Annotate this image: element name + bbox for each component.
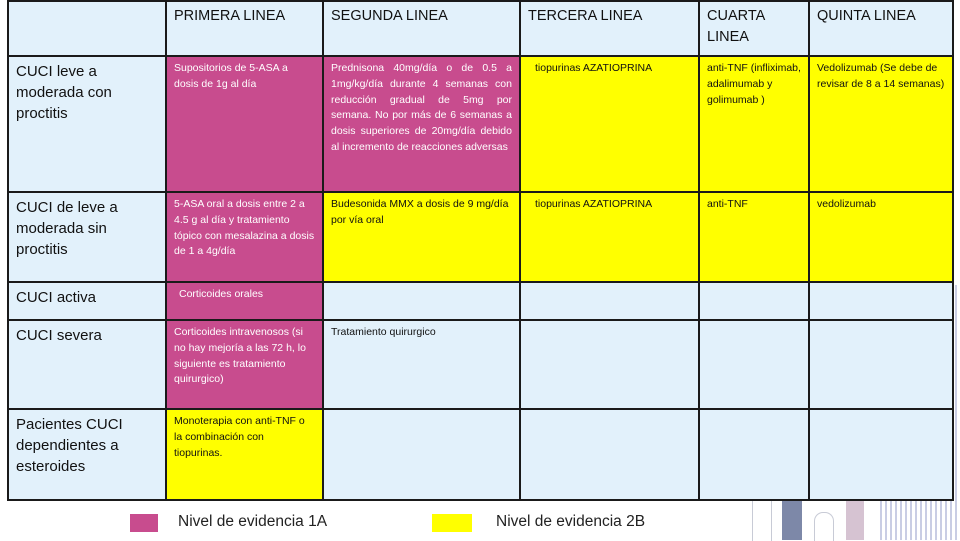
table-row (8, 409, 953, 500)
table-cell (323, 282, 520, 320)
legend-swatch-2b (432, 514, 472, 532)
table-cell: 5-ASA oral a dosis entre 2 a 4.5 g al día y tratamiento tópico con mesalazina a dosis de 1 a 4g/día (166, 192, 323, 282)
table-cell (809, 409, 953, 500)
table-cell: Budesonida MMX a dosis de 9 mg/día por vía oral (323, 192, 520, 282)
decorative-bar-outline (814, 512, 834, 541)
table-row (8, 320, 953, 409)
table-cell: anti-TNF (infliximab, adalimumab y golimumab ) (699, 56, 809, 192)
row-header: CUCI activa (8, 282, 166, 320)
table-row (8, 192, 953, 282)
header-cell-primera: PRIMERA LINEA (166, 1, 323, 56)
legend-label-1a: Nivel de evidencia 1A (178, 513, 328, 530)
header-cell-tercera: TERCERA LINEA (520, 1, 699, 56)
row-header: CUCI leve a moderada con proctitis (8, 56, 166, 192)
table-cell (699, 320, 809, 409)
table-cell (809, 320, 953, 409)
table-cell: Monoterapia con anti-TNF o la combinación con tiopurinas. (166, 409, 323, 500)
table-cell (323, 409, 520, 500)
table-row (8, 282, 953, 320)
table-cell: Tratamiento quirurgico (323, 320, 520, 409)
row-header: CUCI de leve a moderada sin proctitis (8, 192, 166, 282)
table-cell: vedolizumab (809, 192, 953, 282)
table-cell (699, 282, 809, 320)
table-cell: tiopurinas AZATIOPRINA (520, 56, 699, 192)
table-cell (699, 409, 809, 500)
table-cell (520, 320, 699, 409)
legend-label-2b: Nivel de evidencia 2B (496, 513, 646, 530)
header-cell-cuarta: CUARTA LINEA (699, 1, 809, 56)
table-cell (809, 282, 953, 320)
table-cell: Corticoides intravenosos (si no hay mejoría a las 72 h, lo siguiente es tratamiento quirurgico) (166, 320, 323, 409)
treatment-table (7, 0, 954, 501)
table-cell: Supositorios de 5-ASA a dosis de 1g al día (166, 56, 323, 192)
legend-swatch-1a (130, 514, 158, 532)
table-cell: Corticoides orales (166, 282, 323, 320)
table-row (8, 56, 953, 192)
header-row (8, 1, 953, 56)
table-cell: tiopurinas AZATIOPRINA (520, 192, 699, 282)
table-cell: anti-TNF (699, 192, 809, 282)
header-cell-empty (8, 1, 166, 56)
table-cell: Prednisona 40mg/día o de 0.5 a 1mg/kg/día durante 4 semanas con reducción gradual de 5mg por semana. No por más de 6 semanas a dosis superiores de 20mg/día debido al incremento de reacciones adversas (323, 56, 520, 192)
table-cell (520, 282, 699, 320)
table-cell: Vedolizumab (Se debe de revisar de 8 a 14 semanas) (809, 56, 953, 192)
table-cell (520, 409, 699, 500)
header-cell-quinta: QUINTA LINEA (809, 1, 953, 56)
row-header: Pacientes CUCI dependientes a esteroides (8, 409, 166, 500)
row-header: CUCI severa (8, 320, 166, 409)
header-cell-segunda: SEGUNDA LINEA (323, 1, 520, 56)
